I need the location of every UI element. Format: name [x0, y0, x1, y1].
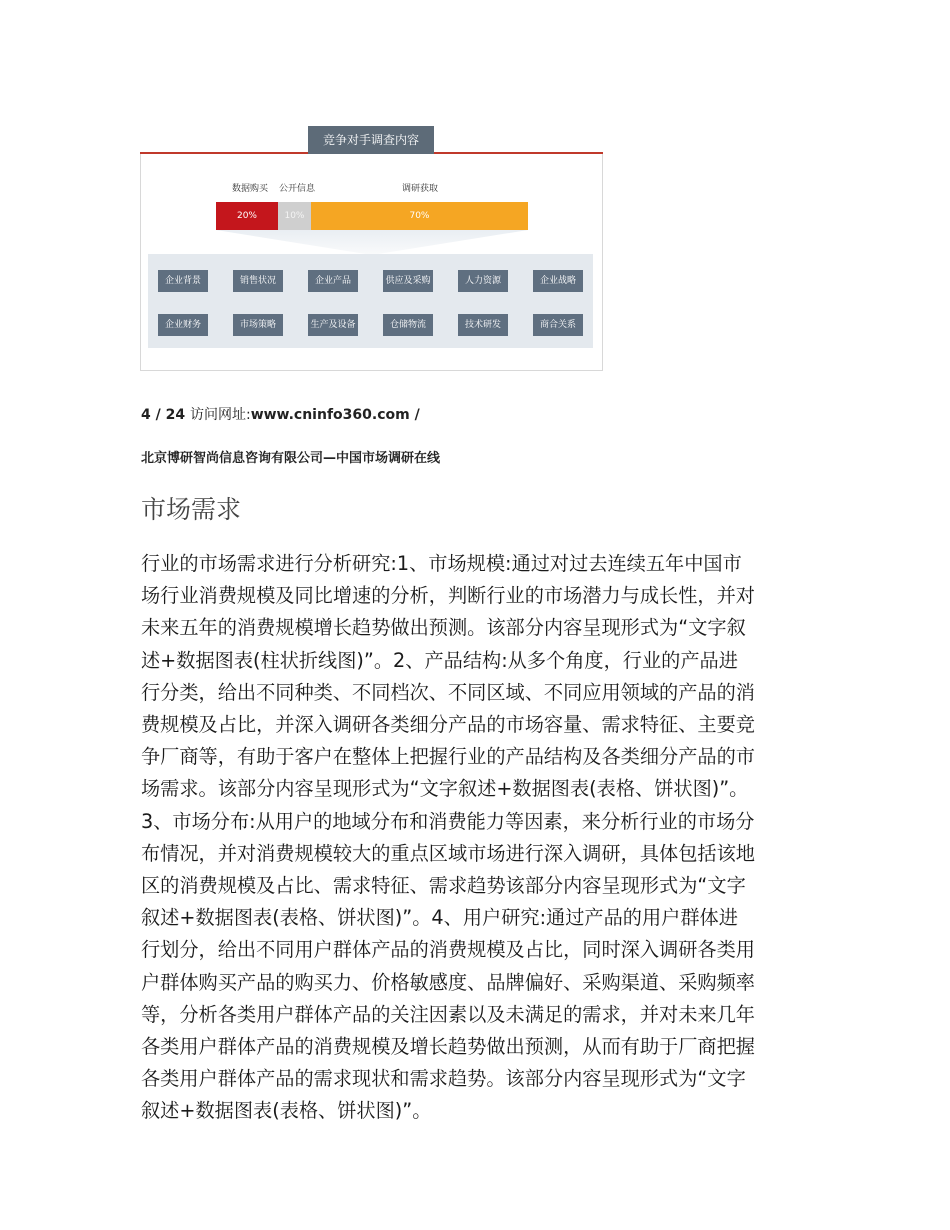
paragraph-line: 布情况，并对消费规模较大的重点区域市场进行深入调研，具体包括该地: [141, 841, 755, 865]
figure-title: 竞争对手调查内容: [308, 126, 434, 154]
paragraph-line: 行分类，给出不同种类、不同档次、不同区域、不同应用领域的产品的消: [141, 680, 755, 704]
category-item: 技术研发: [458, 314, 508, 336]
paragraph-line: 各类用户群体产品的消费规模及增长趋势做出预测，从而有助于厂商把握: [141, 1035, 755, 1059]
category-item: 企业财务: [158, 314, 208, 336]
visit-label: 访问网址:: [189, 407, 251, 423]
paragraph-line: 未来五年的消费规模增长趋势做出预测。该部分内容呈现形式为“文字叙: [141, 616, 746, 640]
paragraph-line: 争厂商等，有助于客户在整体上把握行业的产品结构及各类细分产品的市: [141, 745, 755, 769]
paragraph-line: 叙述+数据图表(表格、饼状图)”。: [141, 1099, 432, 1123]
paragraph-line: 3、市场分布:从用户的地域分布和消费能力等因素，来分析行业的市场分: [141, 809, 755, 833]
category-item: 企业产品: [308, 270, 358, 292]
section-paragraph: [141, 548, 811, 1128]
source-label-public: 公开信息: [279, 184, 316, 194]
paragraph-line: 等，分析各类用户群体产品的关注因素以及未满足的需求，并对未来几年: [141, 1002, 755, 1026]
paragraph-line: 行业的市场需求进行分析研究:1、市场规模:通过对过去连续五年中国市: [141, 552, 742, 575]
paragraph-line: 费规模及占比，并深入调研各类细分产品的市场容量、需求特征、主要竞: [141, 713, 755, 737]
paragraph-line: 行划分，给出不同用户群体产品的消费规模及占比，同时深入调研各类用: [141, 938, 755, 962]
section-heading: 市场需求: [141, 495, 242, 524]
page-footer-line: [141, 404, 420, 424]
paragraph-line: 区的消费规模及占比、需求特征、需求趋势该部分内容呈现形式为“文字: [141, 874, 746, 898]
paragraph-line: 叙述+数据图表(表格、饼状图)”。4、用户研究:通过产品的用户群体进: [141, 906, 738, 930]
category-item: 市场策略: [233, 314, 283, 336]
page-number: 4 / 24: [141, 407, 186, 423]
category-item: 生产及设备: [308, 314, 358, 336]
company-name: 北京博研智尚信息咨询有限公司—中国市场调研在线: [141, 451, 441, 466]
category-item: 企业战略: [533, 270, 583, 292]
source-label-research: 调研获取: [402, 184, 439, 194]
category-item: 企业背景: [158, 270, 208, 292]
site-url[interactable]: www.cninfo360.com /: [250, 407, 420, 423]
category-item: 仓储物流: [383, 314, 433, 336]
paragraph-line: 场行业消费规模及同比增速的分析，判断行业的市场潜力与成长性，并对: [141, 584, 755, 608]
paragraph-line: 各类用户群体产品的需求现状和需求趋势。该部分内容呈现形式为“文字: [141, 1067, 746, 1091]
category-panel: [148, 254, 593, 348]
source-bar-research: 70%: [311, 202, 528, 230]
category-item: 销售状况: [233, 270, 283, 292]
source-label-purchase: 数据购买: [232, 184, 269, 194]
category-item: 商合关系: [533, 314, 583, 336]
competitor-survey-figure: [140, 122, 603, 371]
paragraph-line: 场需求。该部分内容呈现形式为“文字叙述+数据图表(表格、饼状图)”。: [141, 777, 749, 801]
category-item: 供应及采购: [383, 270, 433, 292]
category-item: 人力资源: [458, 270, 508, 292]
paragraph-line: 户群体购买产品的购买力、价格敏感度、品牌偏好、采购渠道、采购频率: [141, 970, 755, 994]
source-bar-purchase: 20%: [216, 202, 278, 230]
source-bar-public: 10%: [278, 202, 311, 230]
paragraph-line: 述+数据图表(柱状折线图)”。2、产品结构:从多个角度，行业的产品进: [141, 648, 738, 672]
